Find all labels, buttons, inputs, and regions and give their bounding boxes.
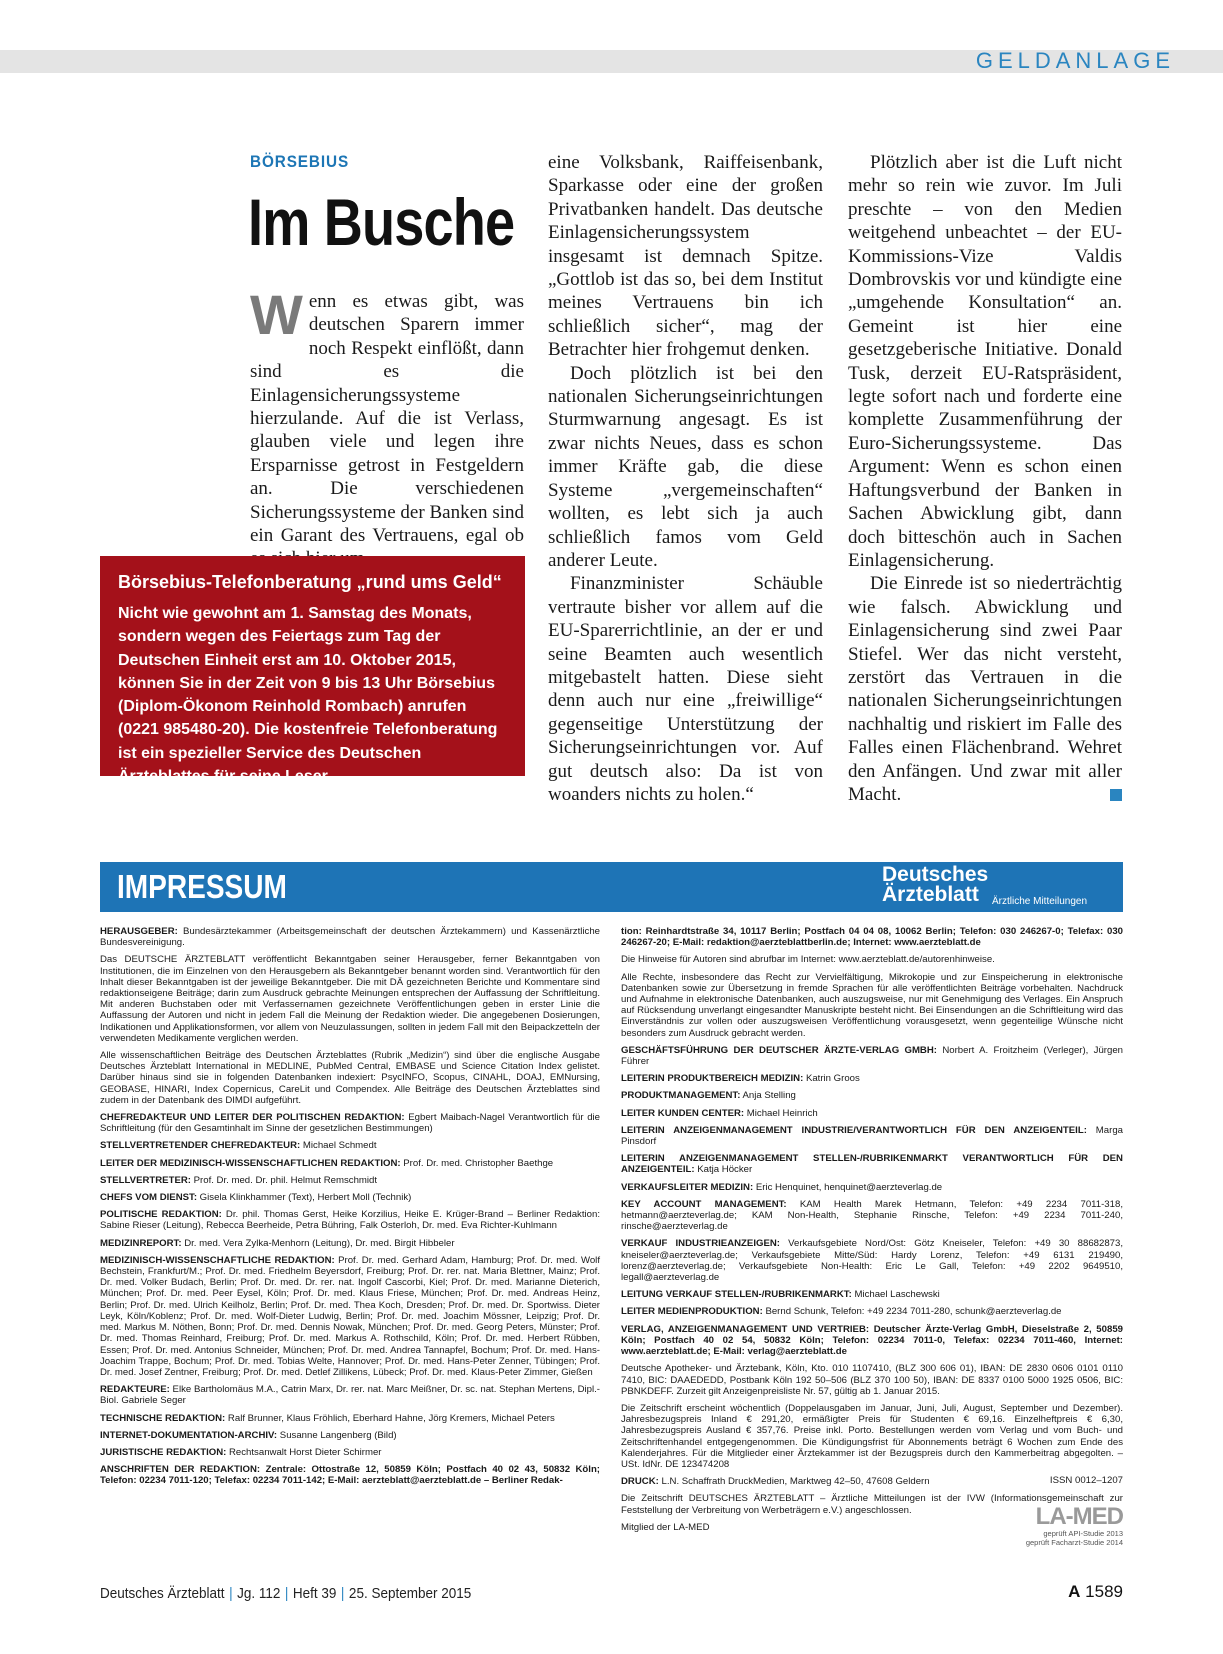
impressum-text: KAM Health Marek Hetmann, Telefon: +49 2234 7011-318, hetmann@aerzteverlag.de; KAM Non-Health, Stephanie Rinsche, Telefon: +49 2234 7011-240, rinsche@aerzteverlag.de <box>621 1198 1123 1233</box>
paragraph: Plötzlich aber ist die Luft nicht mehr so rein wie zuvor. Im Juli preschte – von den Medien weitgehend unbeachtet – der EU-Kommissions-Vize Valdis Dombrovskis vor und kündigte eine „umgehende Konsultation“ an. Gemeint ist hier eine gesetzgeberische Initiative. Donald Tusk, derzeit EU-Ratspräsident, legte sofort nach und forderte eine komplette Zusammenführung der Euro-Sicherungssysteme. Das Argument: Wenn es schon einen Haftungsverbund der Banken in Sachen Abwicklung gibt, dann doch bitteschön auch in Sachen Einlagensicherung. <box>848 152 1122 571</box>
impressum-right-column <box>621 926 1123 1539</box>
impressum-text: Mitglied der LA-MED <box>621 1521 710 1533</box>
impressum-entry <box>100 1238 600 1249</box>
impressum-text: Die Zeitschrift erscheint wöchentlich (Doppelausgaben im Januar, Juni, Juli, August, September und Dezember). Jahresbezugspreis Inland € 291,20, ermäßigter Preis für Studenten € 69,16. Einzelheftpreis € 6,30, Jahresbezugspreis Ausland € 357,76. Preise inkl. Porto. Bestellungen werden vom Verlag und vom Buch- und Zeitschriftenhandel entgegengenommen. Die Kündigungsfrist für Abonnements beträgt 6 Wochen zum Ende des Kalenderjahres. Für die Mitglieder einer Ärztekammer ist der Bezugspreis durch den Kammerbeitrag abgegolten. – USt. IdNr. DE 123474208 <box>621 1402 1123 1470</box>
footer-journal: Deutsches Ärzteblatt <box>100 1585 225 1602</box>
page-value: 1589 <box>1085 1582 1123 1601</box>
impressum-text: Katja Höcker <box>694 1164 753 1176</box>
impressum-text: Prof. Dr. med. Gerhard Adam, Hamburg; Prof. Dr. med. Wolf Bechstein, Frankfurt/M.; Prof. Dr. med. Friedhelm Beyersdorf, Freiburg; Prof. Dr. rer. nat. Maria Blettner, Mainz; Prof. Dr. med. Volker Budach, Berlin; Prof. Dr. med. Dr. rer. nat. Ingolf Cascorbi, Kiel; Prof. Dr. med. Marianne Dieterich, München; Prof. Dr. med. Peer Eysel, Köln; Prof. Dr. med. Klaus Friese, München; Prof. Dr. med. Andreas Heinz, Berlin; Prof. Dr. med. Ulrich Keilholz, Berlin; Prof. Dr. med. Thea Koch, Dresden; Prof. Dr. med. Dr. Sportwiss. Dieter Leyk, Köln/Koblenz; Prof. Dr. med. Wolf-Dieter Ludwig, Berlin; Prof. Dr. med. Joachim Mössner, Leipzig; Prof. Dr. med. Markus M. Nöthen, Bonn; Prof. Dr. med. Dennis Nowak, München; Prof. Dr. med. Georg Peters, Münster; Prof. Dr. med. Thomas Reinhard, Freiburg; Prof. Dr. med. Markus A. Rothschild, Köln; Prof. Dr. med. Herbert Rübben, Essen; Prof. Dr. med. Antonius Schneider, München; Prof. Dr. med. Andrea Tannapfel, Bochum; Prof. Dr. med. Hans-Joachim Trappe, Bochum; Prof. Dr. med. Tobias Welte, Hannover; Prof. Dr. med. Hans-Peter Zenner, Tübingen; Prof. Dr. med. Josef Zentner, Freiburg; Prof. Dr. med. Detlef Zillikens, Lübeck; Prof. Dr. med. Klaus-Peter Zimmer, Gießen <box>100 1254 600 1378</box>
paragraph: eine Volksbank, Raiffeisenbank, Sparkasse oder eine der großen Privatbanken handelt. Das deutsche Einlagensicherungssystem insgesamt ist demnach Spitze. „Gottlob ist das so, bei dem Institut meines Vertrauens bin ich schließlich sicher“, mag der Betrachter hier frohgemut denken. <box>548 152 823 361</box>
impressum-entry <box>621 1403 1123 1470</box>
impressum-label: TECHNISCHE REDAKTION: <box>100 1412 226 1424</box>
impressum-label: CHEFS VOM DIENST: <box>100 1192 198 1204</box>
impressum-entry <box>621 1090 1123 1101</box>
impressum-label: KEY ACCOUNT MANAGEMENT: <box>621 1198 787 1210</box>
impressum-text: Michael Heinrich <box>744 1107 818 1119</box>
impressum-entry <box>621 972 1123 1039</box>
impressum-text: Anja Stelling <box>740 1090 796 1102</box>
paragraph: Finanzminister Schäuble vertraute bisher vor allem auf die EU-Sparerrichtlinie, an der er und seine Beamten auch wesentlich mitgebastelt hatten. Diese sieht denn auch nur eine „freiwillige“ gegenseitige Unterstützung der Sicherungseinrichtungen vor. Auf gut deutsch also: Da ist von woanders nichts zu holen.“ <box>548 573 823 805</box>
impressum-text: Marga Pinsdorf <box>621 1124 1123 1148</box>
impressum-text: Prof. Dr. med. Christopher Baethge <box>400 1157 554 1169</box>
article-column-1 <box>250 283 524 571</box>
impressum-text: Bundesärztekammer (Arbeitsgemeinschaft der deutschen Ärztekammern) und Kassenärztliche Bundesvereinigung. <box>100 926 600 949</box>
impressum-text: Gisela Klinkhammer (Text), Herbert Moll (Technik) <box>197 1192 412 1204</box>
impressum-entry <box>621 1125 1123 1147</box>
impressum-entry <box>100 1413 600 1424</box>
impressum-text: Michael Schmedt <box>300 1140 377 1152</box>
impressum-entry <box>100 1175 600 1186</box>
impressum-text: Verkaufsgebiete Nord/Ost: Götz Kneiseler, Telefon: +49 30 88682873, kneiseler@aerzteverlag.de; Verkaufsgebiete Mitte/Süd: Hardy Lorenz, Telefon: +49 6131 219490, lorenz@aerzteverlag.de; Verkaufsgebiete Non-Health: Eric Le Gall, Telefon: +49 2202 9649510, legall@aerzteverlag.de <box>621 1238 1123 1284</box>
impressum-entry <box>621 1153 1123 1175</box>
impressum-entry <box>621 926 1123 948</box>
impressum-entry <box>621 1108 1123 1119</box>
paragraph: Die Einrede ist so niederträchtig wie falsch. Abwicklung und Einlagensicherung sind zwei Paar Stiefel. Wer das nicht versteht, zerstört das Vertrauen in die nationalen Sicherungseinrichtungen nachhaltig und riskiert im Falle des Falles einen Flächenbrand. Wehret den Anfängen. Und zwar mit aller Macht. <box>848 573 1122 805</box>
impressum-text: Susanne Langenberg (Bild) <box>277 1429 397 1441</box>
impressum-text: Katrin Groos <box>803 1073 860 1085</box>
end-mark-icon <box>1110 789 1122 801</box>
footer-volume: Jg. 112 <box>237 1585 281 1602</box>
impressum-entry <box>100 1384 600 1406</box>
la-med-line: geprüft Facharzt-Studie 2014 <box>1025 1538 1123 1547</box>
page-number <box>1068 1582 1123 1602</box>
article-kicker: BÖRSEBIUS <box>250 152 350 171</box>
impressum-text: Bernd Schunk, Telefon: +49 2234 7011-280, schunk@aerzteverlag.de <box>762 1306 1062 1318</box>
impressum-text: Norbert A. Froitzheim (Verleger), Jürgen Führer <box>621 1044 1123 1068</box>
page-footer: Deutsches Ärzteblatt | Jg. 112 | Heft 39 | 25. September 2015 <box>100 1585 472 1602</box>
impressum-label: PRODUKTMANAGEMENT: <box>621 1090 741 1102</box>
impressum-text: Dr. phil. Thomas Gerst, Heike Korzilius, Heike E. Krüger-Brand – Berliner Redaktion: Sabine Rieser (Leitung), Rebecca Beerheide, Petra Bühring, Falk Osterloh, Dr. med. Eva Richter-Kuhlmann <box>100 1209 600 1232</box>
impressum-entry <box>100 1192 600 1203</box>
column-1-text: enn es etwas gibt, was deutschen Sparern immer noch Respekt einflößt, dann sind es die Einlagensicherungssysteme hierzulande. Auf die ist Verlass, glauben viele und legen ihre Ersparnisse getrost in Festgeldern an. Die verschiedenen Sicherungssysteme der Banken sind ein Garant des Vertrauens, egal ob <box>250 291 524 547</box>
footer-date: 25. September 2015 <box>348 1585 472 1602</box>
impressum-label: REDAKTEURE: <box>100 1384 170 1396</box>
impressum-entry <box>621 1289 1123 1300</box>
impressum-text: Deutsche Apotheker- und Ärztebank, Köln, Kto. 010 1107410, (BLZ 300 606 01), IBAN: DE 2830 0606 0101 0110 7410, BIC: DAAEDEDD, Postbank Köln 192 50–506 (BLZ 370 100 50), IBAN: DE 8337 0100 5000 1925 0506, BIC: PBNKDEFF. Zurzeit gilt Anzeigenpreisliste Nr. 57, gültig ab 1. Januar 2015. <box>621 1363 1123 1397</box>
article-column-3 <box>848 151 1122 806</box>
impressum-entry <box>621 954 1123 965</box>
impressum-text: Eric Henquinet, henquinet@aerzteverlag.de <box>753 1181 943 1193</box>
impressum-entry <box>100 926 600 948</box>
la-med-line: geprüft API-Studie 2013 <box>1043 1529 1123 1538</box>
impressum-label: STELLVERTRETENDER CHEFREDAKTEUR: <box>100 1140 301 1152</box>
impressum-entry <box>621 1476 1123 1487</box>
impressum-entry <box>621 1045 1123 1067</box>
impressum-label: INTERNET-DOKUMENTATION-ARCHIV: <box>100 1429 278 1441</box>
paragraph: Doch plötzlich ist bei den nationalen Sicherungseinrichtungen Sturmwarnung angesagt. Es ist zwar nichts Neues, dass es schon immer Kräfte gab, die diese Systeme „vergemeinschaften“ wollten, es lebt sich ja auch schließlich famos vom Geld anderer Leute. <box>548 362 823 571</box>
impressum-entry <box>100 1430 600 1441</box>
impressum-label: JURISTISCHE REDAKTION: <box>100 1446 227 1458</box>
impressum-label: VERKAUFSLEITER MEDIZIN: <box>621 1181 754 1193</box>
footer-issue: Heft 39 <box>292 1585 337 1602</box>
journal-logo-line-2: Ärzteblatt <box>882 883 979 906</box>
impressum-entry <box>621 1306 1123 1317</box>
impressum-label: tion: Reinhardtstraße 34, 10117 Berlin; Postfach 04 04 08, 10062 Berlin; Telefon: 030 246267-0; Telefax: 030 246267-20; E-Mail: redaktion@aerzteblattberlin.de; Internet: www.aerzteblatt.de <box>621 926 1123 949</box>
impressum-text: Elke Bartholomäus M.A., Catrin Marx, Dr. rer. nat. Marc Meißner, Dr. sc. nat. Stephan Mertens, Dipl.-Biol. Gabriele Seger <box>100 1384 600 1407</box>
impressum-label: MEDIZINISCH-WISSENSCHAFTLICHE REDAKTION: <box>100 1254 335 1266</box>
impressum-entry <box>100 1112 600 1134</box>
impressum-text: Egbert Maibach-Nagel Verantwortlich für die Schriftleitung (für den Gesamtinhalt im Sinne der gesetzlichen Bestimmungen) <box>100 1112 601 1135</box>
impressum-label: GESCHÄFTSFÜHRUNG DER DEUTSCHER ÄRZTE-VERLAG GMBH: <box>621 1044 937 1056</box>
impressum-text: Michael Laschewski <box>851 1289 940 1301</box>
section-label: GELDANLAGE <box>975 48 1175 73</box>
journal-logo-subtitle: Ärztliche Mitteilungen <box>992 896 1088 907</box>
impressum-left-column <box>100 926 600 1493</box>
impressum-label: LEITER MEDIENPRODUKTION: <box>621 1306 763 1318</box>
la-med-logo: LA-MED <box>1035 1503 1123 1530</box>
impressum-label: CHEFREDAKTEUR UND LEITER DER POLITISCHEN REDAKTION: <box>100 1112 405 1124</box>
impressum-label: STELLVERTRETER: <box>100 1174 191 1186</box>
impressum-text: Ralf Brunner, Klaus Fröhlich, Eberhard Hahne, Jörg Kremers, Michael Peters <box>225 1412 555 1424</box>
issn: ISSN 0012–1207 <box>1049 1475 1123 1486</box>
impressum-label: LEITER KUNDEN CENTER: <box>621 1107 745 1119</box>
impressum-label: LEITER DER MEDIZINISCH-WISSENSCHAFTLICHEN REDAKTION: <box>100 1157 401 1169</box>
impressum-title: IMPRESSUM <box>117 868 287 905</box>
page-prefix: A <box>1068 1582 1081 1601</box>
impressum-label: POLITISCHE REDAKTION: <box>100 1209 222 1221</box>
info-box-text: Nicht wie gewohnt am 1. Samstag des Monats, sondern wegen des Feiertags zum Tag der Deutschen Einheit erst am 10. Oktober 2015, können Sie in der Zeit von 9 bis 13 Uhr Börsebius (Diplom-Ökonom Reinhold Rombach) anrufen (0221 985480-20). Die kostenfreie Telefonberatung ist ein spezieller Service des Deutschen Ärzteblattes für seine Leser. <box>118 605 498 786</box>
impressum-entry <box>100 1209 600 1231</box>
impressum-text: Alle Rechte, insbesondere das Recht zur Vervielfältigung, Mikrokopie und zur Einspeicherung in elektronische Datenbanken sowie zur Übersetzung in fremde Sprachen für alle veröffentlichten Beiträge vorbehalten. Nachdruck und Aufnahme in elektronische Datenbanken, auch auszugsweise, nur mit Genehmigung des Verlages. Ein Anspruch auf Rücksendung unverlangt eingesandter Manuskripte besteht nicht. Bei Einsendungen an die Schriftleitung wird das Einverständnis zur vollen oder auszugsweisen Veröffentlichung vorausgesetzt, wenn gegenteilige Wünsche nicht besonders zum Ausdruck gebracht werden. <box>621 971 1123 1039</box>
impressum-entry <box>621 1199 1123 1233</box>
info-box <box>100 556 525 786</box>
impressum-label: ANSCHRIFTEN DER REDAKTION: Zentrale: Ottostraße 12, 50859 Köln; Postfach 40 02 43, 50832 Köln; Telefon: 02234 7011-120; Telefax: 02234 7011-142; E-Mail: aerzteblatt@aerzteblatt.de – Berliner Redak- <box>100 1464 600 1487</box>
impressum-entry <box>100 1464 600 1486</box>
impressum-label: MEDIZINREPORT: <box>100 1237 182 1249</box>
impressum-entry <box>621 1238 1123 1283</box>
article-title: Im Busche <box>248 185 515 259</box>
impressum-label: VERLAG, ANZEIGENMANAGEMENT UND VERTRIEB: Deutscher Ärzte-Verlag GmbH, Dieselstraße 2, 50859 Köln; Postfach 40 02 54, 50832 Köln; Telefon: 02234 7011-0, Telefax: 02234 7011-460, Internet: www.aerzteblatt.de; E-Mail: verlag@aerzteblatt.de <box>621 1323 1123 1358</box>
impressum-text: Die Hinweise für Autoren sind abrufbar im Internet: www.aerzteblatt.de/autorenhinweise. <box>621 954 995 966</box>
impressum-text: Die Zeitschrift DEUTSCHES ÄRZTEBLATT – Ärztliche Mitteilungen ist der IVW (Informationsgemeinschaft zur Feststellung der Verbreitung von Werbeträgern e.V.) angeschlossen. <box>621 1493 1123 1516</box>
impressum-label: LEITERIN ANZEIGENMANAGEMENT INDUSTRIE/VERANTWORTLICH FÜR DEN ANZEIGENTEIL: <box>621 1124 1087 1136</box>
impressum-text: Rechtsanwalt Horst Dieter Schirmer <box>226 1446 382 1458</box>
impressum-label: HERAUSGEBER: <box>100 926 178 937</box>
impressum-text: L.N. Schaffrath DruckMedien, Marktweg 42–50, 47608 Geldern <box>658 1476 930 1488</box>
impressum-label: VERKAUF INDUSTRIEANZEIGEN: <box>621 1238 780 1250</box>
dropcap-letter: W <box>250 283 303 346</box>
impressum-text: Das DEUTSCHE ÄRZTEBLATT veröffentlicht Bekanntgaben seiner Herausgeber, ferner Bekanntgaben von Institutionen, die im Einzelnen von den Herausgebern als Bekanntgeber benannt worden sind. Verantwortlich für den Inhalt dieser Bekanntgaben ist der jeweilige Bekanntgeber. Die mit DÄ gezeichneten Berichte und Kommentare sind redaktionseigene Beiträge; darin zum Ausdruck gebrachte Meinungen entsprechen der Auffassung der Schriftleitung. Mit anderen Buchstaben oder mit Verfassernamen gezeichnete Veröffentlichungen geben in erster Linie die Auffassung der Autoren und nicht in jedem Fall die Meinung der Redaktion wieder. Die angegebenen Dosierungen, Indikationen und Applikationsformen, vor allem von Neuzulassungen, sollten in jedem Fall mit den Beipackzetteln der verwendeten Medikamente verglichen werden. <box>100 954 600 1044</box>
impressum-text: Alle wissenschaftlichen Beiträge des Deutschen Ärzteblattes (Rubrik „Medizin“) sind über die englische Ausgabe Deutsches Ärzteblatt International in MEDLINE, PubMed Central, EMBASE und Science Citation Index gelistet. Darüber hinaus sind sie in folgenden Datenbanken indexiert: PsycINFO, Scopus, CINAHL, DOAJ, EMNursing, GEOBASE, HINARI, Index Copernicus, CareLit und Compendex. Alle Beiträge des Deutschen Ärzteblattes sind zudem in der Datenbank des DIMDI aufgeführt. <box>100 1050 600 1106</box>
impressum-label: DRUCK: <box>621 1476 659 1488</box>
impressum-label: LEITUNG VERKAUF STELLEN-/RUBRIKENMARKT: <box>621 1289 852 1301</box>
impressum-text: Dr. med. Vera Zylka-Menhorn (Leitung), Dr. med. Birgit Hibbeler <box>181 1237 455 1249</box>
impressum-entry <box>621 1324 1123 1358</box>
impressum-text: Prof. Dr. med. Dr. phil. Helmut Remschmidt <box>190 1174 378 1186</box>
impressum-entry <box>100 1158 600 1169</box>
impressum-entry <box>621 1073 1123 1084</box>
info-box-title: Börsebius-Telefonberatung „rund ums Geld“ <box>118 572 502 592</box>
la-med-seal <box>1010 1505 1123 1555</box>
impressum-label: LEITERIN PRODUKTBEREICH MEDIZIN: <box>621 1073 804 1085</box>
impressum-entry <box>100 1050 600 1106</box>
impressum-entry <box>621 1182 1123 1193</box>
impressum-entry <box>100 1447 600 1458</box>
impressum-entry <box>621 1363 1123 1397</box>
impressum-entry <box>100 1140 600 1151</box>
impressum-label: LEITERIN ANZEIGENMANAGEMENT STELLEN-/RUBRIKENMARKT VERANTWORTLICH FÜR DEN ANZEIGENTEIL: <box>621 1153 1123 1176</box>
journal-logo-line-1: Deutsches <box>882 863 989 886</box>
article-column-2 <box>548 151 823 806</box>
impressum-entry <box>100 1255 600 1378</box>
impressum-entry <box>100 954 600 1044</box>
